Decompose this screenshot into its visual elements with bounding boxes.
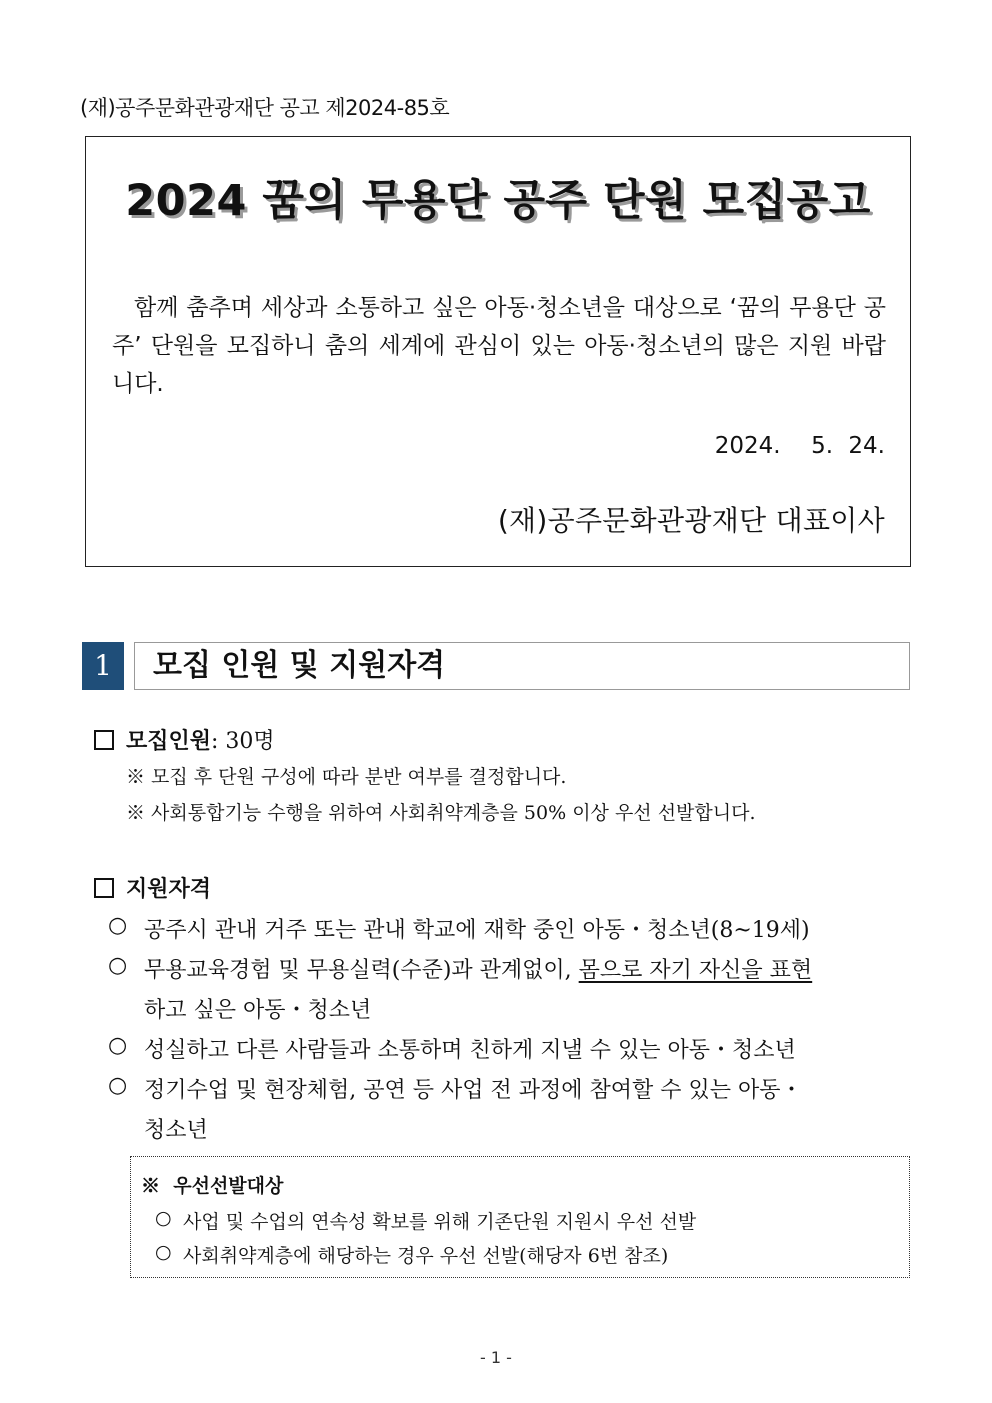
recruit-label: 모집인원 <box>126 728 212 754</box>
recruit-note: ※ 사회통합기능 수행을 위하여 사회취약계층을 50% 이상 우선 선발합니다. <box>126 802 756 824</box>
recruit-value: : 30명 <box>211 729 275 754</box>
section-title-box <box>134 642 910 690</box>
notice-date: 2024. 5. 24. <box>714 433 885 459</box>
priority-item-text: 사회취약계층에 해당하는 경우 우선 선발(해당자 6번 참조) <box>183 1245 669 1267</box>
section-number-badge: 1 <box>82 642 124 690</box>
circle-bullet-icon: ○ <box>108 953 128 978</box>
priority-box <box>130 1156 910 1278</box>
qualification-item-continued: 청소년 <box>144 1118 208 1143</box>
priority-title: ※ 우선선발대상 <box>141 1175 284 1197</box>
section-title: 모집 인원 및 지원자격 <box>153 648 446 683</box>
qualification-item-text: 정기수업 및 현장체험, 공연 등 사업 전 과정에 참여할 수 있는 아동・ <box>144 1078 803 1103</box>
circle-bullet-icon: ○ <box>155 1207 172 1229</box>
qualification-item-text: 성실하고 다른 사람들과 소통하며 친하게 지낼 수 있는 아동・청소년 <box>144 1038 796 1063</box>
priority-item-text: 사업 및 수업의 연속성 확보를 위해 기존단원 지원시 우선 선발 <box>183 1211 697 1233</box>
recruit-note: ※ 모집 후 단원 구성에 따라 분반 여부를 결정합니다. <box>126 766 567 788</box>
qualification-item-text: 공주시 관내 거주 또는 관내 학교에 재학 중인 아동・청소년(8~19세) <box>144 918 810 943</box>
circle-bullet-icon: ○ <box>155 1241 172 1263</box>
checkbox-square-icon <box>94 730 114 750</box>
circle-bullet-icon: ○ <box>108 1033 128 1058</box>
qualification-heading <box>94 872 211 903</box>
notice-box <box>85 136 911 567</box>
circle-bullet-icon: ○ <box>108 913 128 938</box>
recruit-heading <box>94 724 275 755</box>
circle-bullet-icon: ○ <box>108 1073 128 1098</box>
qualification-label: 지원자격 <box>126 876 212 902</box>
notice-intro <box>112 289 886 403</box>
notice-signature: (재)공주문화관광재단 대표이사 <box>497 504 885 537</box>
page-number: - 1 - <box>480 1348 512 1367</box>
checkbox-square-icon <box>94 878 114 898</box>
qualification-item-text-part: 무용교육경험 및 무용실력(수준)과 관계없이, <box>144 958 579 983</box>
notice-title: 2024 꿈의 무용단 공주 단원 모집공고 <box>125 176 871 226</box>
notice-intro-text: 함께 춤추며 세상과 소통하고 싶은 아동·청소년을 대상으로 ‘꿈의 무용단 공주’ 단원을 모집하니 춤의 세계에 관심이 있는 아동·청소년의 많은 지원 바랍니다. <box>112 295 886 397</box>
qualification-item-underlined: 몸으로 자기 자신을 표현 <box>578 958 813 983</box>
qualification-item-continued: 하고 싶은 아동・청소년 <box>144 998 372 1023</box>
qualification-item-text <box>144 953 812 984</box>
notice-reference-number: (재)공주문화관광재단 공고 제2024-85호 <box>80 96 450 120</box>
